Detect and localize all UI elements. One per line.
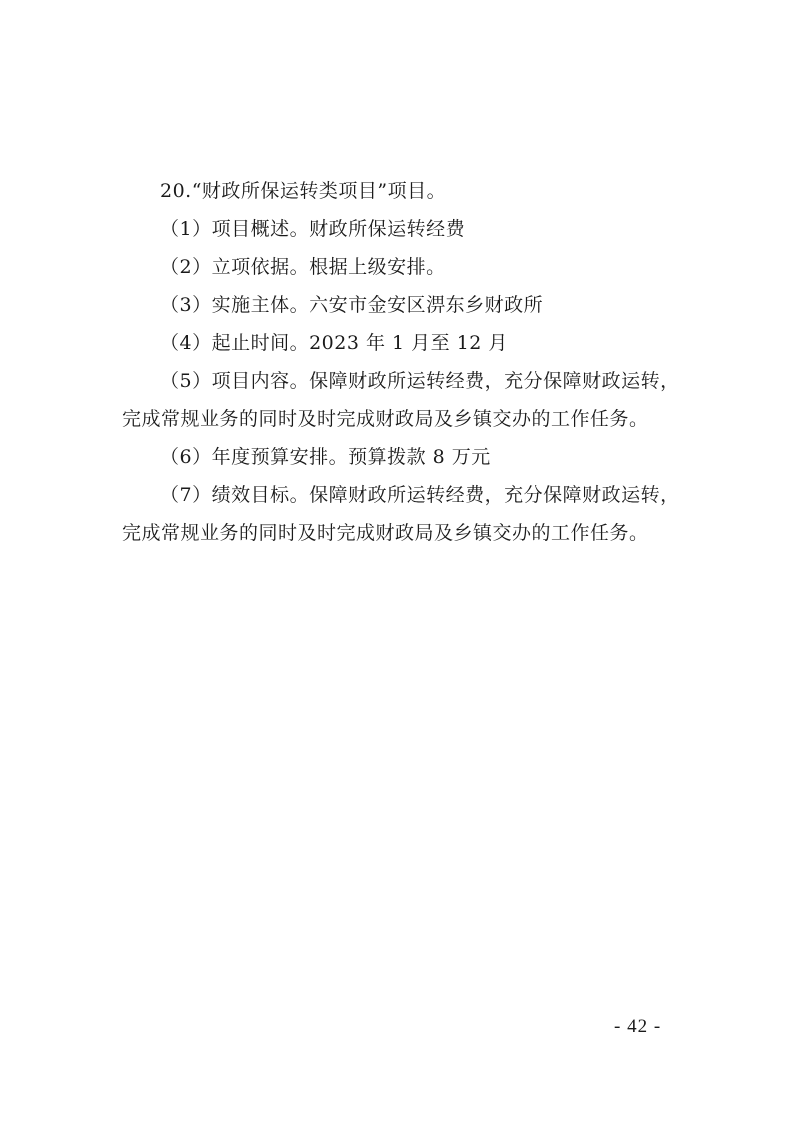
paragraph-budget: （6）年度预算安排。预算拨款 8 万元 — [160, 446, 491, 468]
section-heading: 20.“财政所保运转类项目”项目。 — [160, 180, 447, 202]
paragraph-basis: （2）立项依据。根据上级安排。 — [160, 256, 446, 278]
paragraph-overview: （1）项目概述。财政所保运转经费 — [160, 218, 466, 240]
paragraph-content: （5）项目内容。保障财政所运转经费，充分保障财政运转，完成常规业务的同时及时完成财政局及乡镇交办的工作任务。 — [122, 370, 680, 430]
paragraph-period: （4）起止时间。2023 年 1 月至 12 月 — [160, 332, 508, 354]
page-number: - 42 - — [614, 1016, 662, 1037]
paragraph-goals: （7）绩效目标。保障财政所运转经费，充分保障财政运转，完成常规业务的同时及时完成财政局及乡镇交办的工作任务。 — [122, 484, 680, 544]
document-body — [122, 172, 682, 552]
paragraph-implementer: （3）实施主体。六安市金安区淠东乡财政所 — [160, 294, 544, 316]
